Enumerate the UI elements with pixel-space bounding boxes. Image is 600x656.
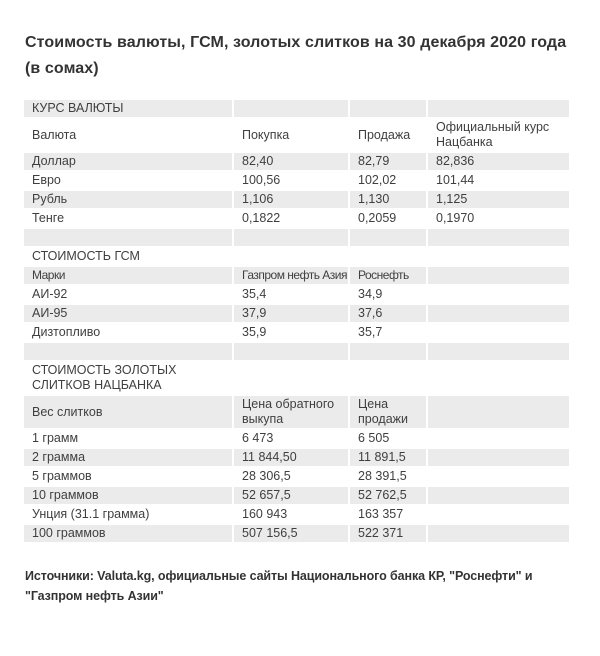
table-row-cell: 1,130: [350, 191, 426, 208]
table-row-cell: 1,106: [234, 191, 348, 208]
table-row-cell: 1,125: [428, 191, 569, 208]
table-row-cell: [428, 525, 569, 542]
spacer-row-cell: [350, 343, 426, 360]
column-header-row-cell: Роснефть: [350, 267, 426, 284]
table-row: [24, 153, 569, 170]
rates-table: [22, 98, 571, 544]
column-header-row-cell: [428, 267, 569, 284]
table-row-cell: 35,7: [358, 325, 383, 339]
spacer-row-cell: [428, 229, 569, 246]
column-header-row: [24, 267, 569, 284]
table-row: [24, 191, 569, 208]
table-row-cell: 101,44: [436, 173, 475, 187]
column-header-row-cell: Цена обратного выкупа: [234, 396, 348, 428]
table-row-cell: 82,79: [350, 153, 426, 170]
table-row-cell: 37,9: [234, 305, 348, 322]
section-title-row-cell: КУРС ВАЛЮТЫ: [24, 100, 232, 117]
table-row-cell: 37,6: [350, 305, 426, 322]
column-header-row-cell: Продажа: [358, 127, 411, 142]
column-header-row-cell: Цена продажи: [350, 396, 426, 428]
table-row-cell: Доллар: [24, 153, 232, 170]
table-row-cell: 34,9: [358, 287, 383, 301]
table-row-cell: Рубль: [24, 191, 232, 208]
table-row-cell: 1 грамм: [32, 431, 79, 445]
section-title-row-cell: [428, 248, 569, 265]
table-row-cell: 28 391,5: [358, 469, 407, 483]
table-row-cell: 11 891,5: [350, 449, 426, 466]
section-title-row: [24, 100, 569, 117]
table-row: [24, 449, 569, 466]
column-header-row: [24, 119, 569, 151]
source-note: Источники: Valuta.kg, официальные сайты Национального банка КР, "Роснефти" и "Газпром нефть Азии": [25, 569, 533, 603]
spacer-row-cell: [428, 343, 569, 360]
table-row-cell: 0,1970: [436, 211, 475, 225]
column-header-row: [24, 396, 569, 428]
table-row-cell: 2 грамма: [24, 449, 232, 466]
table-row-cell: 11 844,50: [234, 449, 348, 466]
table-row: [24, 506, 569, 523]
table-row-cell: 100,56: [242, 173, 281, 187]
section-title-row-cell: [234, 248, 348, 265]
table-row-cell: 82,40: [234, 153, 348, 170]
table-row: [24, 305, 569, 322]
column-header-row-cell: [428, 396, 569, 428]
section-title-row-cell: [234, 100, 348, 117]
section-title-row-cell: [428, 362, 569, 394]
column-header-row-cell: Марки: [24, 267, 232, 284]
table-row: [24, 468, 569, 485]
table-row: [24, 286, 569, 303]
table-row-cell: 507 156,5: [234, 525, 348, 542]
spacer-row-cell: [24, 229, 232, 246]
table-row: [24, 430, 569, 447]
table-row-cell: 160 943: [242, 507, 288, 521]
column-header-row-cell: Валюта: [32, 127, 77, 142]
table-row-cell: Евро: [32, 173, 61, 187]
section-title-row-cell: [350, 362, 426, 394]
table-row-cell: [428, 468, 569, 485]
spacer-row-cell: [234, 343, 348, 360]
table-row-cell: [428, 324, 569, 341]
table-row-cell: [428, 487, 569, 504]
section-title-row-cell: [428, 100, 569, 117]
table-row-cell: 6 473: [242, 431, 274, 445]
table-row-cell: 5 граммов: [32, 469, 92, 483]
table-row-cell: 10 граммов: [24, 487, 232, 504]
table-row-cell: 35,9: [242, 325, 267, 339]
table-row-cell: Тенге: [32, 211, 65, 225]
section-title-row-cell: СТОИМОСТЬ ГСМ: [32, 249, 140, 263]
table-row: [24, 525, 569, 542]
table-row-cell: 0,2059: [358, 211, 397, 225]
spacer-row-cell: [350, 229, 426, 246]
table-row-cell: [428, 286, 569, 303]
rates-table-body: [24, 100, 569, 542]
table-row-cell: Дизтопливо: [32, 325, 101, 339]
table-row-cell: АИ-92: [32, 287, 68, 301]
table-row: [24, 210, 569, 227]
section-title-row: [24, 362, 569, 394]
column-header-row-cell: Вес слитков: [24, 396, 232, 428]
table-row-cell: 522 371: [350, 525, 426, 542]
column-header-row-cell: Покупка: [242, 127, 290, 142]
table-row: [24, 172, 569, 189]
table-row-cell: 102,02: [358, 173, 397, 187]
section-title-row-cell: [234, 362, 348, 394]
section-title-row-cell: СТОИМОСТЬ ЗОЛОТЫХ СЛИТКОВ НАЦБАНКА: [32, 363, 177, 392]
spacer-row-cell: [234, 229, 348, 246]
page-title: Стоимость валюты, ГСМ, золотых слитков на 30 декабря 2020 года (в сомах): [25, 34, 567, 77]
table-row-cell: [428, 430, 569, 447]
spacer-row-cell: [24, 343, 232, 360]
spacer-row: [24, 229, 569, 246]
table-row-cell: 52 762,5: [350, 487, 426, 504]
table-row-cell: [428, 506, 569, 523]
table-row: [24, 487, 569, 504]
table-row-cell: 82,836: [428, 153, 569, 170]
table-row-cell: АИ-95: [24, 305, 232, 322]
section-title-row: [24, 248, 569, 265]
table-row-cell: [428, 305, 569, 322]
column-header-row-cell: Официальный курс Нацбанка: [436, 120, 550, 149]
table-row-cell: 100 граммов: [24, 525, 232, 542]
spacer-row: [24, 343, 569, 360]
table-row: [24, 324, 569, 341]
section-title-row-cell: [350, 100, 426, 117]
section-title-row-cell: [350, 248, 426, 265]
table-row-cell: 52 657,5: [234, 487, 348, 504]
table-row-cell: 28 306,5: [242, 469, 291, 483]
table-row-cell: [428, 449, 569, 466]
table-row-cell: 163 357: [358, 507, 404, 521]
table-row-cell: Унция (31.1 грамма): [32, 507, 150, 521]
table-row-cell: 0,1822: [242, 211, 281, 225]
table-row-cell: 35,4: [242, 287, 267, 301]
table-row-cell: 6 505: [358, 431, 390, 445]
column-header-row-cell: Газпром нефть Азия: [234, 267, 348, 284]
